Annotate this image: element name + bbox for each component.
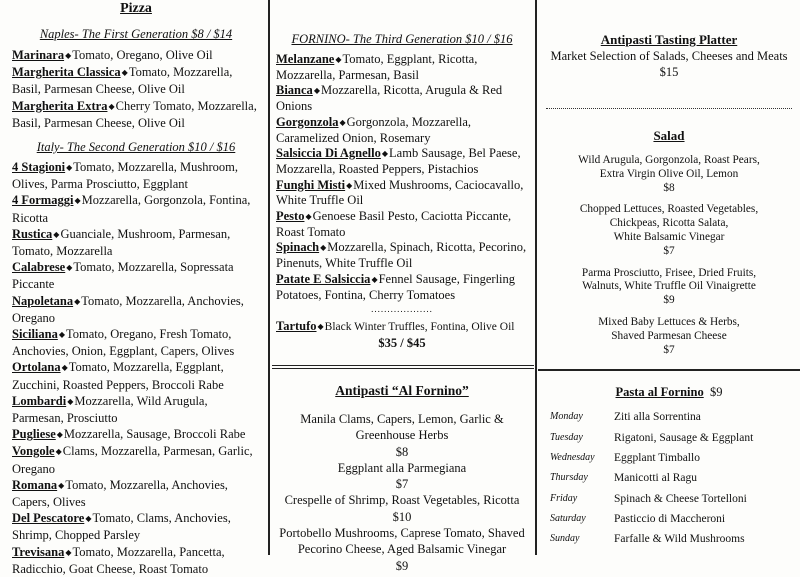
salad-price: $8	[663, 181, 675, 194]
diamond-icon: ◆	[313, 86, 320, 96]
column-divider-left	[268, 0, 270, 555]
menu-item	[12, 326, 260, 359]
day-label: Saturday	[550, 512, 586, 524]
item-description: Tomato, Mozzarella, Anchovies, Capers, Olives	[12, 477, 228, 510]
pasta-dish: Pasticcio di Maccheroni	[614, 512, 726, 525]
fornino-heading: FORNINO- The Third Generation $10 / $16	[291, 32, 513, 46]
day-label: Friday	[550, 492, 578, 504]
item-description: Mozzarella, Ricotta, Arugula & Red Onions	[276, 83, 503, 114]
item-name: Margherita Classica	[12, 65, 121, 80]
diamond-icon: ◆	[371, 274, 378, 284]
pasta-price: $9	[709, 385, 723, 400]
antipasti-line: Eggplant alla Parmegiana	[337, 460, 467, 475]
item-description: Mozzarella, Wild Arugula, Parmesan, Prosciutto	[12, 393, 208, 426]
pasta-day-row	[546, 428, 792, 448]
diamond-icon: ◆	[108, 101, 115, 111]
diamond-icon: ◆	[335, 55, 342, 64]
menu-item	[276, 83, 528, 114]
menu-item	[12, 259, 260, 292]
item-description: Tomato, Clams, Anchovies, Shrimp, Chopped Parsley	[12, 511, 231, 543]
platter-description: Market Selection of Salads, Cheeses and Meats	[550, 49, 788, 63]
menu-item	[12, 98, 260, 131]
pasta-dish: Eggplant Timballo	[614, 451, 700, 464]
item-description: Guanciale, Mushroom, Parmesan, Tomato, Mozzarella	[12, 226, 231, 259]
antipasti-line: $8	[395, 444, 409, 459]
salad-price: $7	[663, 343, 675, 356]
menu-item	[12, 477, 260, 510]
item-name: Siciliana	[12, 327, 58, 342]
item-name: Funghi Misti	[276, 177, 346, 192]
diamond-icon: ◆	[305, 212, 312, 222]
item-description: Tomato, Mozzarella, Pancetta, Radicchio, Goat Cheese, Roast Tomato	[12, 544, 225, 576]
item-description: Black Winter Truffles, Fontina, Olive Oil	[324, 321, 515, 334]
pasta-day-row	[546, 468, 792, 488]
menu-item	[12, 510, 260, 543]
diamond-icon: ◆	[66, 263, 73, 273]
item-description: Genoese Basil Pesto, Caciotta Piccante, Roast Tomato	[276, 209, 512, 239]
day-label: Thursday	[550, 472, 588, 484]
item-description: Tomato, Mozzarella, Mushroom, Olives, Parma Prosciutto, Eggplant	[12, 160, 239, 192]
salad-item	[546, 316, 792, 357]
item-description: Mozzarella, Gorgonzola, Fontina, Ricotta	[12, 193, 251, 225]
diamond-icon: ◆	[317, 322, 324, 332]
salad-heading: Salad	[653, 128, 685, 143]
salad-line: Chickpeas, Ricotta Salata,	[609, 217, 729, 230]
item-name: Gorgonzola	[276, 114, 339, 129]
platter-price: $15	[659, 64, 679, 79]
day-label: Sunday	[550, 533, 580, 545]
pizza-title: Pizza	[120, 1, 152, 16]
salad-item	[546, 154, 792, 195]
menu-item	[12, 226, 260, 259]
item-name: Romana	[12, 477, 58, 492]
antipasti-line: $9	[395, 558, 409, 573]
salad-line: Mixed Baby Lettuces & Herbs,	[598, 315, 740, 328]
pasta-dish: Rigatoni, Sausage & Eggplant	[614, 431, 754, 444]
item-name: Bianca	[276, 83, 313, 98]
diamond-icon: ◆	[53, 229, 60, 239]
diamond-icon: ◆	[339, 117, 346, 127]
salad-line: Extra Virgin Olive Oil, Lemon	[599, 167, 739, 180]
platter-heading: Antipasti Tasting Platter	[600, 32, 738, 47]
salad-list	[546, 154, 792, 357]
menu-item	[276, 240, 528, 271]
diamond-icon: ◆	[65, 51, 72, 60]
naples-heading: Naples- The First Generation $8 / $14	[39, 27, 233, 41]
salad-line: White Balsamic Vinegar	[613, 230, 725, 243]
pasta-day-row	[546, 407, 792, 427]
item-name: Ortolana	[12, 360, 61, 375]
salad-price: $7	[663, 244, 675, 257]
diamond-icon: ◆	[55, 447, 62, 457]
item-description: Clams, Mozzarella, Parmesan, Garlic, Oregano	[12, 444, 253, 476]
item-name: Napoletana	[12, 293, 74, 308]
antipasti-line: Manila Clams, Capers, Lemon, Garlic &	[300, 411, 504, 426]
item-description: Tomato, Mozzarella, Eggplant, Zucchini, Roasted Peppers, Broccoli Rabe	[12, 360, 224, 392]
menu-item	[12, 443, 260, 476]
menu-item	[12, 47, 260, 64]
item-description: Tomato, Oregano, Fresh Tomato, Anchovies, Onion, Eggplant, Capers, Olives	[12, 327, 235, 359]
menu-item	[12, 393, 260, 426]
menu-item	[12, 544, 260, 577]
pasta-day-row	[546, 509, 792, 529]
salad-price: $9	[663, 294, 675, 307]
salad-item	[546, 203, 792, 258]
salad-line: Chopped Lettuces, Roasted Vegetables,	[579, 203, 759, 216]
item-description: Mozzarella, Sausage, Broccoli Rabe	[63, 427, 246, 442]
menu-item	[12, 359, 260, 392]
menu-item	[276, 209, 528, 240]
salad-item	[546, 267, 792, 308]
antipasti-line: Pecorino Cheese, Aged Balsamic Vinegar	[297, 542, 507, 557]
item-name: 4 Stagioni	[12, 160, 66, 175]
diamond-icon: ◆	[74, 196, 81, 206]
antipasti-list	[276, 411, 528, 574]
item-description: Lamb Sausage, Bel Paese, Mozzarella, Roasted Peppers, Pistachios	[276, 146, 521, 176]
diamond-icon: ◆	[58, 480, 65, 490]
menu-item	[276, 115, 528, 146]
fornino-column	[272, 0, 534, 573]
tartufo-price: $35 / $45	[378, 335, 426, 350]
antipasti-line: Portobello Mushrooms, Caprese Tomato, Shaved	[279, 526, 525, 541]
separator-dots: ...................	[371, 304, 433, 315]
section-divider	[538, 369, 800, 371]
item-description: Tomato, Mozzarella, Basil, Parmesan Cheese, Olive Oil	[12, 65, 233, 97]
diamond-icon: ◆	[65, 547, 72, 557]
item-name: Melanzane	[276, 52, 335, 66]
item-name: Salsiccia Di Agnello	[276, 146, 381, 161]
pasta-dish: Spinach & Cheese Tortelloni	[614, 492, 747, 505]
item-name: Trevisana	[12, 544, 65, 559]
pasta-day-row	[546, 448, 792, 468]
item-name: Rustica	[12, 226, 53, 241]
salad-line: Shaved Parmesan Cheese	[611, 329, 727, 342]
menu-item	[276, 178, 528, 209]
item-name: Del Pescatore	[12, 511, 85, 526]
section-divider	[272, 365, 534, 369]
menu-item	[12, 293, 260, 326]
section-divider-dotted	[546, 108, 792, 109]
pasta-list	[546, 407, 792, 549]
menu-item	[12, 192, 260, 225]
item-description: Fennel Sausage, Fingerling Potatoes, Fontina, Cherry Tomatoes	[276, 271, 516, 302]
pasta-dish: Manicotti al Ragu	[614, 472, 698, 485]
menu-item	[12, 64, 260, 97]
item-description: Tomato, Mozzarella, Anchovies, Oregano	[12, 293, 244, 325]
diamond-icon: ◆	[58, 330, 65, 340]
item-description: Cherry Tomato, Mozzarella, Basil, Parmesan Cheese, Olive Oil	[12, 98, 257, 130]
day-label: Monday	[550, 411, 583, 423]
menu-item	[12, 426, 260, 443]
right-column	[538, 0, 800, 555]
item-name: Margherita Extra	[12, 98, 108, 113]
antipasti-line: $7	[395, 477, 409, 492]
diamond-icon: ◆	[66, 163, 73, 173]
pasta-heading	[546, 385, 792, 400]
item-description: Mixed Mushrooms, Caciocavallo, White Truffle Oil	[276, 177, 524, 208]
antipasti-line: Greenhouse Herbs	[355, 428, 449, 443]
item-description: Gorgonzola, Mozzarella, Caramelized Onion, Rosemary	[276, 114, 472, 145]
menu-item	[276, 146, 528, 177]
salad-line: Parma Prosciutto, Frisee, Dried Fruits,	[581, 266, 757, 279]
diamond-icon: ◆	[56, 430, 63, 440]
day-label: Tuesday	[550, 431, 583, 443]
diamond-icon: ◆	[121, 68, 128, 78]
item-name: 4 Formaggi	[12, 193, 74, 208]
menu-item-tartufo	[276, 319, 528, 336]
diamond-icon: ◆	[320, 243, 327, 253]
italy-list	[12, 159, 260, 577]
salad-line: Wild Arugula, Gorgonzola, Roast Pears,	[578, 154, 760, 166]
item-description: Tomato, Eggplant, Ricotta, Mozzarella, Parmesan, Basil	[276, 52, 478, 82]
pasta-dish: Farfalle & Wild Mushrooms	[614, 533, 745, 546]
item-name: Spinach	[276, 240, 320, 255]
diamond-icon: ◆	[85, 514, 92, 524]
item-description: Mozzarella, Spinach, Ricotta, Pecorino, Pinenuts, White Truffle Oil	[276, 240, 527, 271]
item-name: Marinara	[12, 48, 65, 62]
salad-line: Walnuts, White Truffle Oil Vinaigrette	[582, 280, 756, 293]
naples-list	[12, 47, 260, 131]
item-name: Lombardi	[12, 393, 67, 408]
pasta-title: Pasta al Fornino	[615, 385, 704, 400]
menu-item	[12, 159, 260, 192]
antipasti-line: $10	[392, 509, 412, 524]
diamond-icon: ◆	[67, 396, 74, 406]
day-label: Wednesday	[550, 451, 595, 463]
column-divider-right	[535, 0, 537, 555]
menu-item	[276, 272, 528, 303]
item-name: Patate E Salsiccia	[276, 271, 371, 286]
pasta-day-row	[546, 489, 792, 509]
item-name: Vongole	[12, 444, 55, 459]
item-name: Pesto	[276, 209, 305, 224]
diamond-icon: ◆	[74, 296, 81, 306]
pizza-column	[0, 0, 268, 576]
diamond-icon: ◆	[346, 180, 353, 190]
item-name: Tartufo	[276, 319, 317, 334]
diamond-icon: ◆	[381, 149, 389, 159]
item-description: Tomato, Oregano, Olive Oil	[72, 48, 213, 62]
item-name: Pugliese	[12, 427, 56, 442]
item-description: Tomato, Mozzarella, Sopressata Piccante	[12, 260, 234, 292]
pasta-dish: Ziti alla Sorrentina	[614, 411, 701, 424]
fornino-list	[276, 52, 528, 303]
antipasti-line: Crespelle of Shrimp, Roast Vegetables, Ricotta	[284, 493, 520, 508]
item-name: Calabrese	[12, 260, 66, 275]
pasta-day-row	[546, 529, 792, 549]
menu-item	[276, 52, 528, 83]
antipasti-heading: Antipasti “Al Fornino”	[335, 382, 469, 398]
italy-heading: Italy- The Second Generation $10 / $16	[36, 140, 236, 155]
diamond-icon: ◆	[61, 363, 68, 373]
